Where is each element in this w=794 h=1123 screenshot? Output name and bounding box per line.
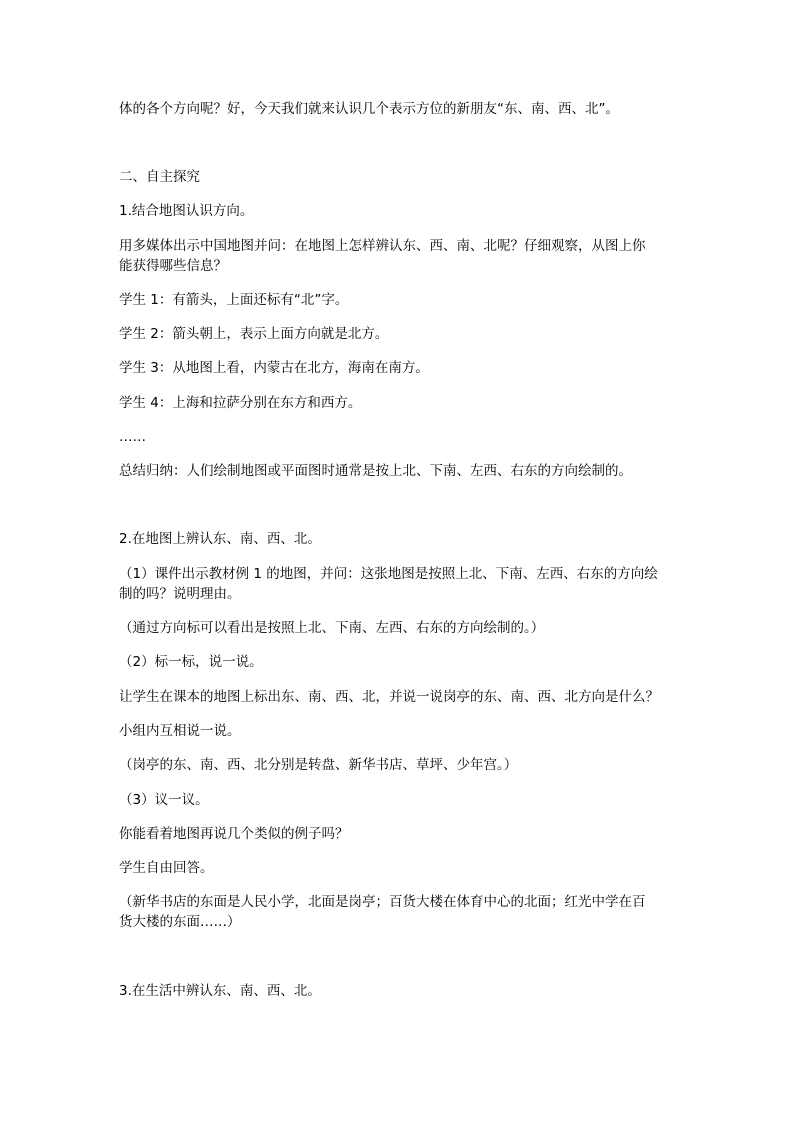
step-1-answer: （通过方向标可以看出是按照上北、下南、左西、右东的方向绘制的。） — [119, 620, 545, 636]
ellipsis: …… — [119, 429, 146, 445]
section-heading-explore: 二、自主探究 — [119, 169, 200, 185]
step-2-instruction: 让学生在课本的地图上标出东、南、西、北，并说一说岗亭的东、南、西、北方向是什么？ — [119, 689, 659, 705]
student-answer-1: 学生 1：有箭头，上面还标有“北”字。 — [119, 292, 349, 308]
subheading-map-directions: 1.结合地图认识方向。 — [119, 203, 254, 219]
step-1-line2: 制的吗？说明理由。 — [119, 586, 241, 602]
summary-paragraph: 总结归纳：人们绘制地图或平面图时通常是按上北、下南、左西、右东的方向绘制的。 — [119, 463, 632, 479]
step-1-line1: （1）课件出示教材例 1 的地图，并问：这张地图是按照上北、下南、左西、右东的方向绘 — [119, 566, 658, 582]
student-answer-4: 学生 4：上海和拉萨分别在东方和西方。 — [119, 395, 362, 411]
paragraph-intro-continuation: 体的各个方向呢？好，今天我们就来认识几个表示方位的新朋友“东、南、西、北”。 — [119, 101, 619, 117]
student-answer-2: 学生 2：箭头朝上，表示上面方向就是北方。 — [119, 326, 389, 342]
step-2-group-talk: 小组内互相说一说。 — [119, 723, 241, 739]
subheading-identify-in-life: 3.在生活中辨认东、南、西、北。 — [119, 983, 321, 999]
paragraph-map-question-line1: 用多媒体出示中国地图并问：在地图上怎样辨认东、西、南、北呢？仔细观察，从图上你 — [119, 238, 646, 254]
step-3-question: 你能看着地图再说几个类似的例子吗？ — [119, 826, 349, 842]
step-3-example-line1: （新华书店的东面是人民小学，北面是岗亭；百货大楼在体育中心的北面；红光中学在百 — [119, 894, 646, 910]
step-3-heading: （3）议一议。 — [119, 792, 209, 808]
paragraph-map-question-line2: 能获得哪些信息？ — [119, 258, 227, 274]
step-2-answer: （岗亭的东、南、西、北分别是转盘、新华书店、草坪、少年宫。） — [119, 757, 518, 773]
step-3-free-answer: 学生自由回答。 — [119, 860, 214, 876]
step-2-heading: （2）标一标，说一说。 — [119, 654, 263, 670]
subheading-identify-on-map: 2.在地图上辨认东、南、西、北。 — [119, 531, 321, 547]
student-answer-3: 学生 3：从地图上看，内蒙古在北方，海南在南方。 — [119, 360, 429, 376]
step-3-example-line2: 货大楼的东面……） — [119, 914, 241, 930]
